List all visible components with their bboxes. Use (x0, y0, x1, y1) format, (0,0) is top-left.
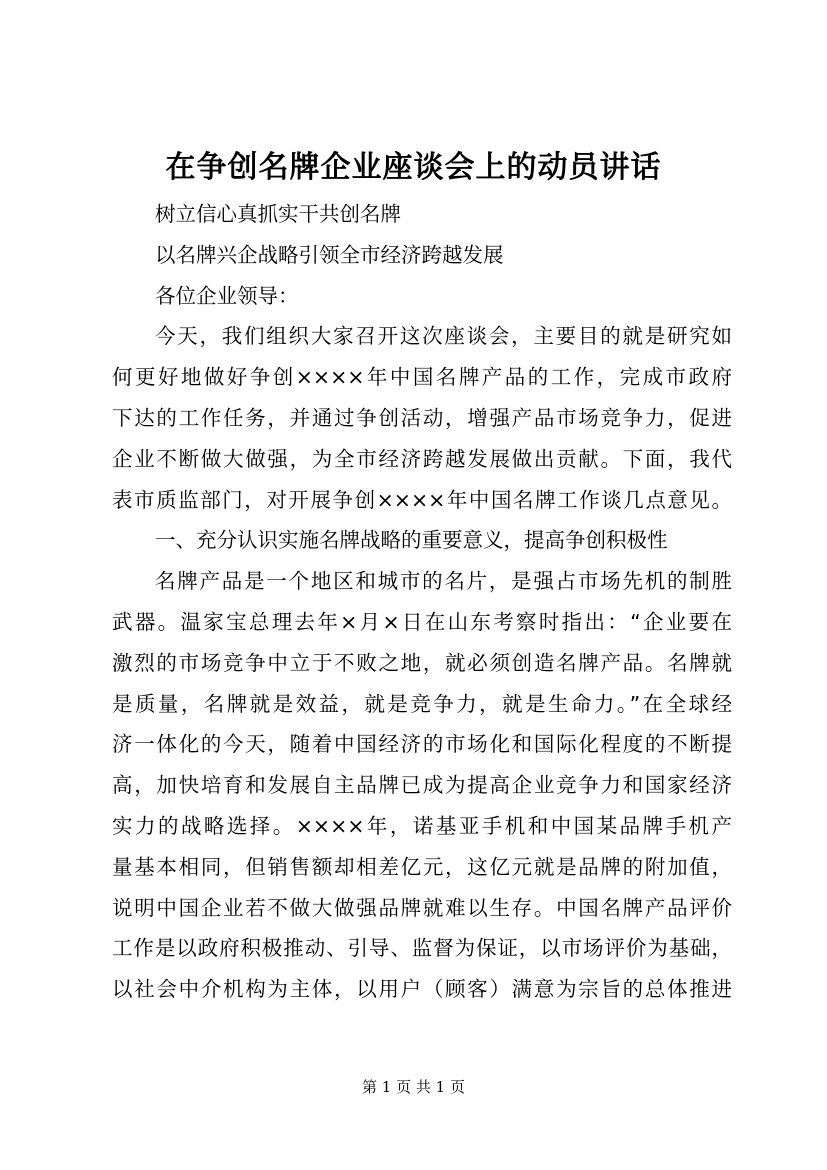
paragraph-line: 武器。温家宝总理去年×月×日在山东考察时指出：“企业要在 (112, 609, 732, 634)
paragraph-line: 以社会中介机构为主体，以用户（顾客）满意为宗旨的总体推进 (112, 977, 732, 1002)
paragraph-line: 表市质监部门，对开展争创××××年中国名牌工作谈几点意见。 (112, 487, 732, 512)
salutation-line: 各位企业领导： (155, 283, 299, 308)
subtitle-line: 树立信心真抓实干共创名牌 (155, 202, 401, 226)
section-heading: 一、充分认识实施名牌战略的重要意义，提高争创积极性 (155, 528, 668, 553)
paragraph-line: 下达的工作任务，并通过争创活动，增强产品市场竞争力，促进 (112, 405, 732, 430)
paragraph-line: 高，加快培育和发展自主品牌已成为提高企业竞争力和国家经济 (112, 773, 732, 798)
paragraph-line: 工作是以政府积极推动、引导、监督为保证，以市场评价为基础， (112, 936, 732, 961)
subtitle-line: 以名牌兴企战略引领全市经济跨越发展 (155, 242, 504, 267)
paragraph-line: 实力的战略选择。××××年，诺基亚手机和中国某品牌手机产 (112, 813, 732, 838)
paragraph-line: 名牌产品是一个地区和城市的名片，是强占市场先机的制胜 (155, 569, 732, 594)
page-title: 在争创名牌企业座谈会上的动员讲话 (165, 150, 662, 185)
paragraph-line: 激烈的市场竞争中立于不败之地，就必须创造名牌产品。名牌就 (112, 650, 732, 675)
paragraph-line: 何更好地做好争创××××年中国名牌产品的工作，完成市政府 (112, 365, 732, 390)
page-footer: 第 1 页 共 1 页 (362, 1078, 465, 1096)
paragraph-line: 是质量，名牌就是效益，就是竞争力，就是生命力。”在全球经 (112, 691, 732, 716)
paragraph-line: 企业不断做大做强，为全市经济跨越发展做出贡献。下面，我代 (112, 446, 732, 471)
document-body (112, 194, 732, 1010)
paragraph-line: 说明中国企业若不做大做强品牌就难以生存。中国名牌产品评价 (112, 895, 732, 920)
paragraph-line: 量基本相同，但销售额却相差亿元，这亿元就是品牌的附加值， (112, 854, 732, 879)
paragraph-line: 济一体化的今天，随着中国经济的市场化和国际化程度的不断提 (112, 732, 732, 757)
paragraph-line: 今天，我们组织大家召开这次座谈会，主要目的就是研究如 (155, 324, 732, 349)
